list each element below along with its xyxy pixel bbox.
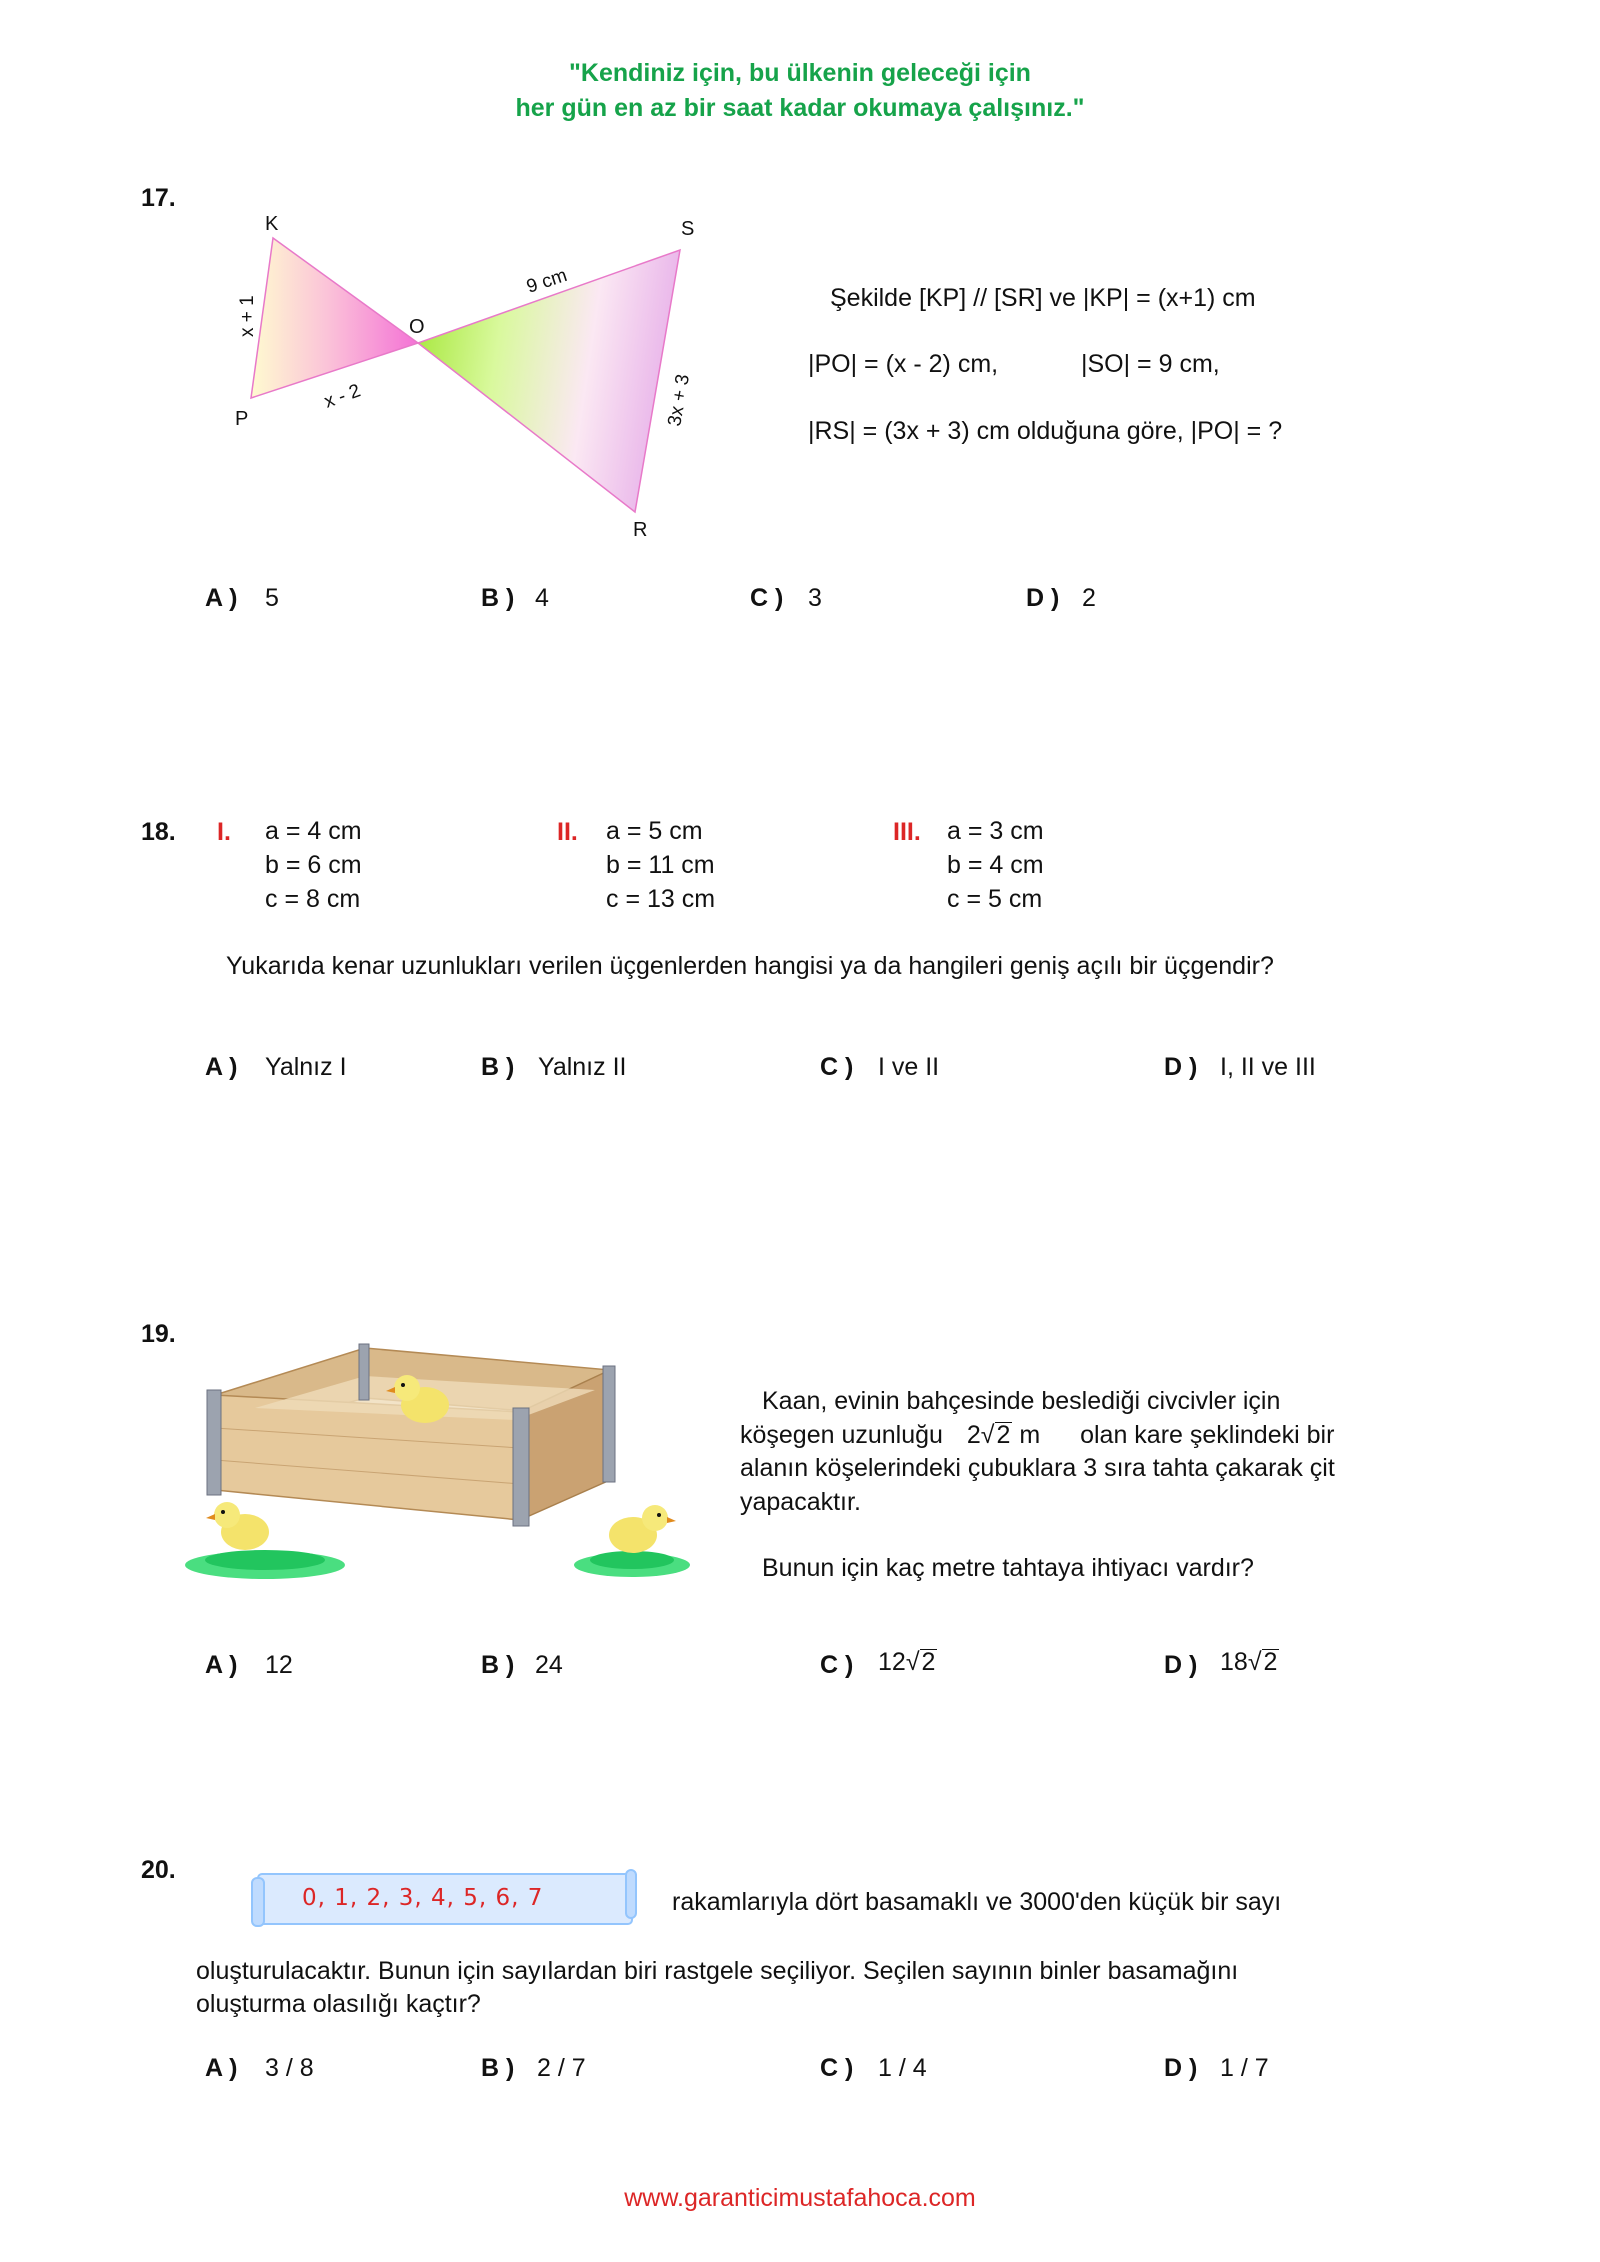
- q19-text-line-2a: köşegen uzunluğu: [740, 1421, 943, 1449]
- tri-iii-c: c = 5 cm: [947, 885, 1043, 913]
- q19-option-c-value[interactable]: 12√2: [878, 1648, 936, 1676]
- q19-text-line-5: Bunun için kaç metre tahtaya ihtiyacı vardır?: [762, 1554, 1254, 1582]
- q19-option-b-value[interactable]: 24: [535, 1651, 563, 1679]
- question-17-number: 17.: [141, 184, 176, 212]
- tri-i-c: c = 8 cm: [265, 885, 361, 913]
- q17-option-c-value[interactable]: 3: [808, 584, 822, 612]
- q20-text-line-1: rakamlarıyla dört basamaklı ve 3000'den küçük bir sayı: [672, 1888, 1282, 1916]
- radical-sign-icon: √: [905, 1648, 920, 1676]
- q17-text-line-3: |RS| = (3x + 3) cm olduğuna göre, |PO| = ?: [808, 417, 1283, 445]
- label-s: S: [681, 218, 695, 240]
- side-label-po: x - 2: [321, 380, 364, 413]
- label-k: K: [265, 213, 279, 235]
- side-label-kp: x + 1: [237, 295, 258, 337]
- q18-question: Yukarıda kenar uzunlukları verilen üçgenlerden hangisi ya da hangileri geniş açılı bir üçgendir?: [226, 952, 1274, 980]
- q18-option-c-value[interactable]: I ve II: [878, 1053, 940, 1081]
- triangle-kpo: [251, 238, 418, 398]
- q18-option-b-value[interactable]: Yalnız II: [538, 1053, 627, 1081]
- q19-option-b-letter[interactable]: B ): [481, 1651, 515, 1679]
- tri-iii-a: a = 3 cm: [947, 817, 1044, 845]
- radical-sign-icon: √: [980, 1421, 995, 1449]
- q19-text-line-2: [740, 1419, 1334, 1452]
- q20-option-d-value[interactable]: 1 / 7: [1220, 2054, 1269, 2082]
- tri-i-a: a = 4 cm: [265, 817, 362, 845]
- q17-option-d-letter[interactable]: D ): [1026, 584, 1060, 612]
- label-r: R: [633, 519, 648, 541]
- q17-option-b-letter[interactable]: B ): [481, 584, 515, 612]
- q17-option-a-value[interactable]: 5: [265, 584, 279, 612]
- motto-line-1: "Kendiniz için, bu ülkenin geleceği için: [569, 59, 1031, 87]
- roman-i: I.: [217, 818, 231, 846]
- side-label-so: 9 cm: [524, 265, 570, 298]
- q20-option-c-letter[interactable]: C ): [820, 2054, 854, 2082]
- q19-option-d-value[interactable]: 18√2: [1220, 1648, 1278, 1676]
- q17-text-line-2b: |SO| = 9 cm,: [1081, 350, 1220, 378]
- q19-text-line-1: Kaan, evinin bahçesinde beslediği civcivler için: [762, 1387, 1281, 1415]
- q18-option-a-letter[interactable]: A ): [205, 1053, 238, 1081]
- diagonal-unit: m: [1019, 1421, 1041, 1449]
- q17-option-c-letter[interactable]: C ): [750, 584, 784, 612]
- q19-text-line-2b: olan kare şeklindeki bir: [1080, 1421, 1335, 1449]
- q19-option-a-letter[interactable]: A ): [205, 1651, 238, 1679]
- radical-sign-icon: √: [1247, 1648, 1262, 1676]
- digits-list: 0, 1, 2, 3, 4, 5, 6, 7: [302, 1885, 544, 1911]
- tri-ii-c: c = 13 cm: [606, 885, 716, 913]
- digits-scroll-banner: [250, 1868, 640, 1930]
- q19-text-line-3: alanın köşelerindeki çubuklara 3 sıra tahta çakarak çit: [740, 1454, 1335, 1482]
- wooden-fence-box-illustration: [185, 1340, 715, 1590]
- footer-url-link[interactable]: www.garanticimustafahoca.com: [624, 2184, 976, 2212]
- q20-text-line-3: oluşturma olasılığı kaçtır?: [196, 1990, 481, 2018]
- q19-text-line-4: yapacaktır.: [740, 1488, 861, 1516]
- q20-option-b-value[interactable]: 2 / 7: [537, 2054, 586, 2082]
- tri-iii-b: b = 4 cm: [947, 851, 1044, 879]
- q17-option-a-letter[interactable]: A ): [205, 584, 238, 612]
- q18-option-c-letter[interactable]: C ): [820, 1053, 854, 1081]
- question-19-number: 19.: [141, 1320, 176, 1348]
- q19-option-a-value[interactable]: 12: [265, 1651, 293, 1679]
- q19-option-d-letter[interactable]: D ): [1164, 1651, 1198, 1679]
- q18-option-a-value[interactable]: Yalnız I: [265, 1053, 347, 1081]
- q20-option-b-letter[interactable]: B ): [481, 2054, 515, 2082]
- q20-option-a-letter[interactable]: A ): [205, 2054, 238, 2082]
- q18-option-d-letter[interactable]: D ): [1164, 1053, 1198, 1081]
- question-18-number: 18.: [141, 818, 176, 846]
- q20-option-d-letter[interactable]: D ): [1164, 2054, 1198, 2082]
- q17-option-d-value[interactable]: 2: [1082, 584, 1096, 612]
- bowtie-triangles-figure: [225, 205, 705, 545]
- q20-text-line-2: oluşturulacaktır. Bunun için sayılardan biri rastgele seçiliyor. Seçilen sayının binler basamağını: [196, 1957, 1239, 1985]
- motto-line-2: her gün en az bir saat kadar okumaya çalışınız.": [515, 94, 1085, 122]
- roman-ii: II.: [557, 818, 578, 846]
- label-p: P: [235, 408, 249, 430]
- q17-text-line-1: Şekilde [KP] // [SR] ve |KP| = (x+1) cm: [830, 284, 1256, 312]
- q17-option-b-value[interactable]: 4: [535, 584, 549, 612]
- roman-iii: III.: [893, 818, 921, 846]
- tri-ii-a: a = 5 cm: [606, 817, 703, 845]
- q20-option-c-value[interactable]: 1 / 4: [878, 2054, 927, 2082]
- question-20-number: 20.: [141, 1856, 176, 1884]
- q20-option-a-value[interactable]: 3 / 8: [265, 2054, 314, 2082]
- q19-option-c-letter[interactable]: C ): [820, 1651, 854, 1679]
- q17-text-line-2a: |PO| = (x - 2) cm,: [808, 350, 999, 378]
- q18-option-b-letter[interactable]: B ): [481, 1053, 515, 1081]
- tri-i-b: b = 6 cm: [265, 851, 362, 879]
- q18-option-d-value[interactable]: I, II ve III: [1220, 1053, 1316, 1081]
- diagonal-value: 2√2: [966, 1421, 1011, 1449]
- tri-ii-b: b = 11 cm: [606, 851, 715, 879]
- side-label-rs: 3x + 3: [664, 372, 695, 428]
- label-o: O: [409, 316, 425, 338]
